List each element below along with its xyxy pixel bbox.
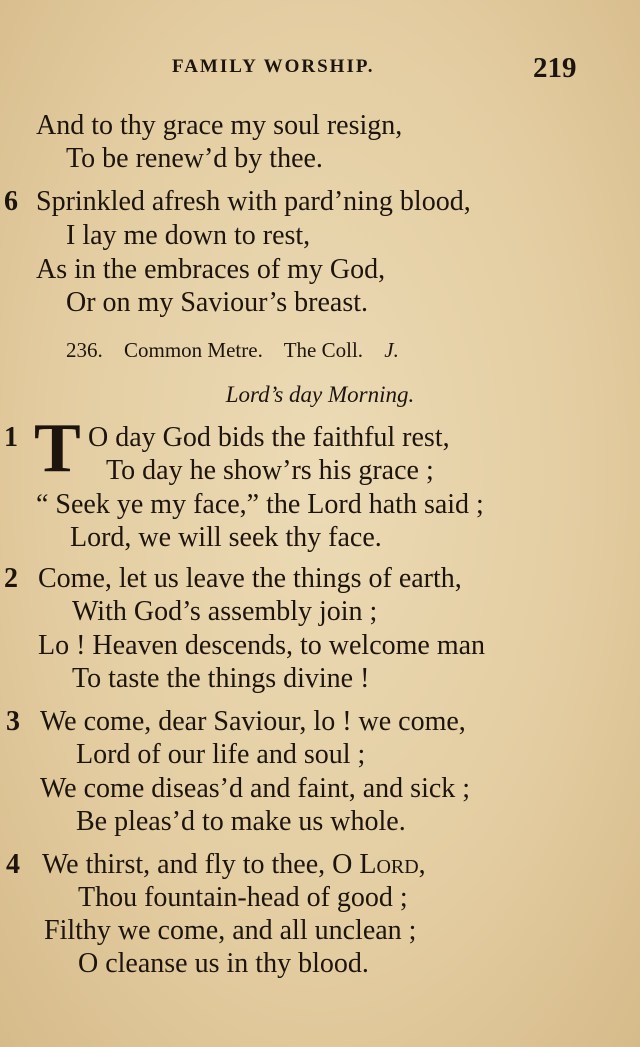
- drop-cap: T: [34, 410, 81, 487]
- lord-smallcaps: Lord,: [359, 849, 426, 880]
- verse-line: I lay me down to rest,: [66, 220, 311, 251]
- hymn-metre: Common Metre.: [124, 338, 263, 362]
- hymn-source: The Coll.: [283, 338, 364, 362]
- hymn-number: 236.: [66, 338, 103, 362]
- verse-line: Sprinkled afresh with pard’ning blood,: [36, 186, 471, 217]
- verse-line: As in the embraces of my God,: [36, 254, 386, 285]
- verse-line: To day he show’rs his grace ;: [106, 455, 434, 486]
- verse-line: Come, let us leave the things of earth,: [38, 563, 462, 594]
- verse-line: And to thy grace my soul resign,: [36, 110, 403, 141]
- stanza-number: 3: [6, 706, 20, 737]
- hymn-heading: [66, 338, 399, 363]
- verse-line: Lord, we will seek thy face.: [70, 522, 382, 553]
- verse-line: Lo ! Heaven descends, to welcome man: [38, 630, 486, 661]
- verse-line: Thou fountain-head of good ;: [78, 882, 408, 913]
- verse-line: To be renew’d by thee.: [66, 143, 323, 174]
- verse-line: O day God bids the faithful rest,: [88, 422, 450, 453]
- verse-line: We come diseas’d and faint, and sick ;: [40, 773, 471, 804]
- verse-line: Lord of our life and soul ;: [76, 739, 366, 770]
- verse-text: We thirst, and fly to thee, O: [42, 849, 353, 880]
- page-number: 219: [533, 52, 577, 84]
- running-head: FAMILY WORSHIP.: [172, 56, 375, 77]
- verse-line: We come, dear Saviour, lo ! we come,: [40, 706, 466, 737]
- stanza-number: 1: [4, 422, 18, 453]
- verse-line: Or on my Saviour’s breast.: [66, 287, 368, 318]
- verse-line: O cleanse us in thy blood.: [78, 948, 369, 979]
- stanza-number: 4: [6, 849, 20, 880]
- verse-line: “ Seek ye my face,” the Lord hath said ;: [36, 489, 484, 520]
- hymn-occasion: Lord’s day Morning.: [225, 382, 415, 407]
- verse-line: To taste the things divine !: [72, 663, 370, 694]
- stanza-number: 6: [4, 186, 18, 217]
- verse-line: Filthy we come, and all unclean ;: [44, 915, 417, 946]
- hymn-author: J.: [384, 338, 399, 362]
- verse-line: With God’s assembly join ;: [72, 596, 378, 627]
- page-header: [0, 52, 640, 86]
- verse-line: Be pleas’d to make us whole.: [76, 806, 406, 837]
- stanza-number: 2: [4, 563, 18, 594]
- verse-line: [42, 849, 426, 881]
